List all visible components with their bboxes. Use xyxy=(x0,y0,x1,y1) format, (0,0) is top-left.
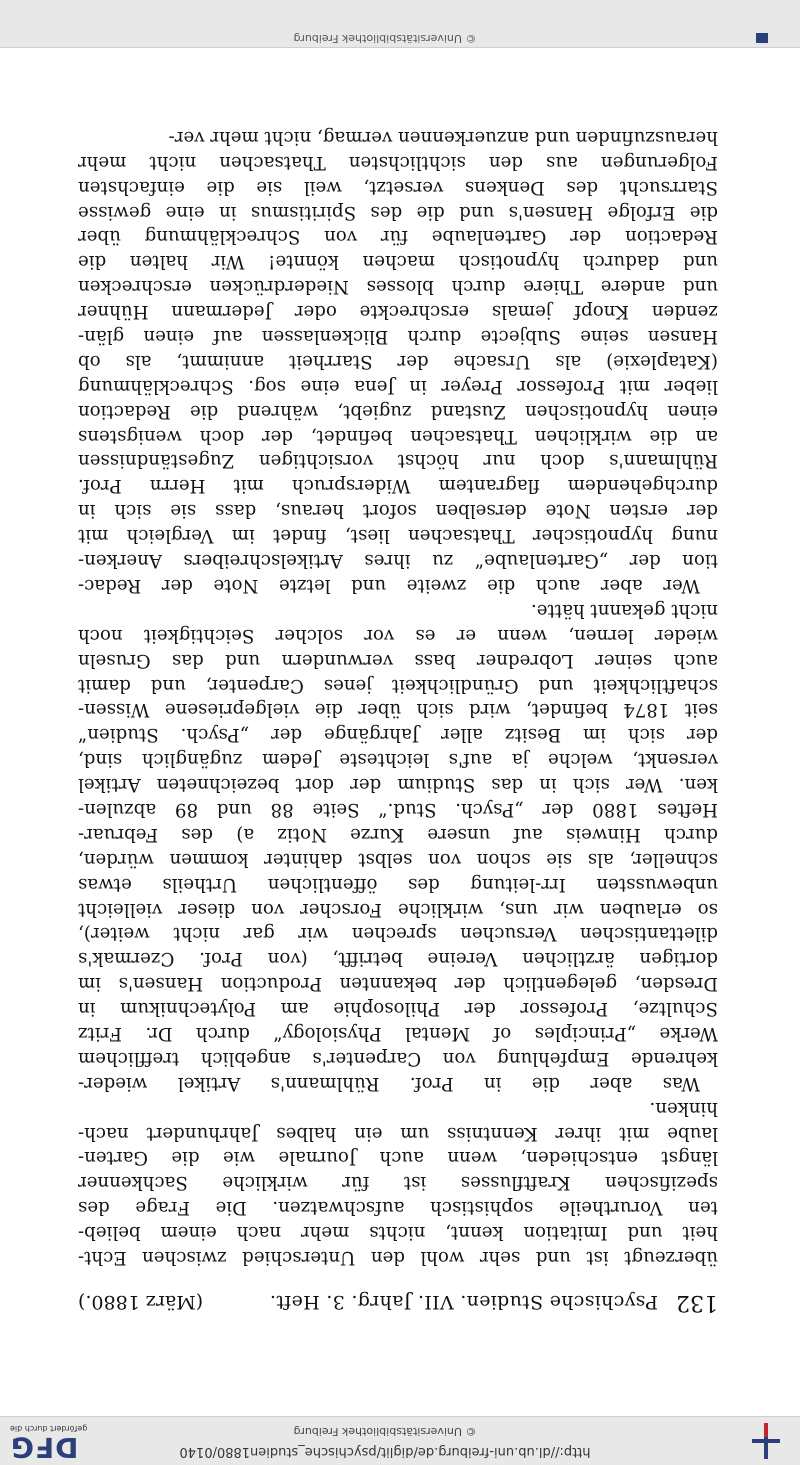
text-line: Redaction der Gartenlaube für von Schrecklähmung über xyxy=(78,226,718,248)
document-url[interactable]: http://dl.ub.uni-freiburg.de/diglit/psychische_studien1880/0140 xyxy=(179,1444,591,1459)
dfg-logo xyxy=(10,1421,102,1464)
text-line: (Kataplexie) als Ursache der Starrheit annimmt, als ob xyxy=(78,350,718,372)
text-line: versenkt, welche ja auf's leichteste Jedem zugänglich sind, xyxy=(78,749,718,771)
footer-logo-icon xyxy=(756,33,768,43)
text-line: Schultze, Professor der Philosophie am Polytechnikum in xyxy=(78,998,718,1020)
text-line: überzeugt ist und sehr wohl den Unterschied zwischen Echt- xyxy=(78,1247,718,1268)
text-line: durch Hinweis auf unsere Kurze Notiz a) des Februar- xyxy=(78,823,718,845)
text-line: schaftlichkeit und Gründlichkeit jenes Carpenter, und damit xyxy=(78,674,718,696)
text-line: längst entschieden, wenn auch Journale wie die Garten- xyxy=(78,1147,718,1169)
text-line: nicht gekannt hätte. xyxy=(530,599,718,621)
text-line: einen hypnotischen Zustand zugiebt, während die Redaction xyxy=(78,400,718,422)
text-line: Hansen seine Subjecte durch Blickenlassen auf einen glän- xyxy=(78,326,718,348)
text-line: der ersten Note derselben sofort heraus, dass sie sich in xyxy=(78,500,718,522)
text-line: die Erfolge Hansen's und die des Spiritismus in eine gewisse xyxy=(78,201,718,223)
text-line: heit und Imitation kennt, nichts mehr nach einem belieb- xyxy=(78,1222,718,1244)
text-line: der sich im Besitz aller Jahrgänge der „Psych. Studien“ xyxy=(78,724,718,746)
text-line: Wer aber auch die zweite und letzte Note der Redac- xyxy=(78,574,700,596)
article-body xyxy=(78,124,718,1269)
text-line: kehrende Empfehlung von Carpenter's angeblich trefflichem xyxy=(78,1047,718,1069)
text-line: Heftes 1880 der „Psych. Stud.“ Seite 88 und 89 abzulen- xyxy=(78,798,718,820)
page-header xyxy=(78,1287,718,1315)
text-line: laube mit ihrer Kenntniss um ein halbes Jahrhundert nach- xyxy=(78,1122,718,1144)
viewer-header-bar xyxy=(0,1416,800,1465)
footer-copyright: © Universitätsbibliothek Freiburg xyxy=(293,32,477,45)
text-line: dortigen ärztlichen Vereine betrifft, (von Prof. Czermak's xyxy=(78,948,718,970)
text-line: so erlauben wir uns, wirkliche Forscher von dieser vielleicht xyxy=(78,898,718,920)
text-line: nung hypnotischer Thatsachen liest, findet im Vergleich mit xyxy=(78,525,718,547)
text-line: spezifischen Kraftflusses ist für wirkliche Sachkenner xyxy=(78,1172,718,1194)
text-line: unbewussten Irr-leitung des öffentlichen Urtheils etwas xyxy=(78,873,718,895)
text-line: und dadurch hypnotisch machen könnte! Wir halten die xyxy=(78,251,718,273)
text-line: an die wirklichen Thatsachen befindet, der doch wenigstens xyxy=(78,425,718,447)
text-line: Folgerungen aus den sichtlichsten Thatsachen nicht mehr xyxy=(78,151,718,173)
text-line: Was aber die in Prof. Rühlmann's Artikel wieder- xyxy=(78,1072,700,1094)
running-title: Psychische Studien. VII. Jahrg. 3. Heft. xyxy=(269,1291,658,1313)
text-line: seit 1874 befindet, wird sich über die vielgepriesene Wissen- xyxy=(78,699,718,721)
text-line: durchgehendem flagrantem Widerspruch mit Herrn Prof. xyxy=(78,475,718,497)
copyright-notice: © Universitätsbibliothek Freiburg xyxy=(293,1425,477,1438)
text-line: schneller, als sie schon von selbst dahinter kommen würden, xyxy=(78,848,718,870)
text-line: dilettantischen Versuchen sprechen wir gar nicht weiter), xyxy=(78,923,718,945)
text-line: ten Vorurtheile sophistisch aufschwatzen. Die Frage des xyxy=(78,1197,718,1219)
text-line: Dresden, gelegentlich der bekannten Production Hansen's im xyxy=(78,973,718,995)
text-line: Starrsucht des Denkens versetzt, weil sie die einfachsten xyxy=(78,176,718,198)
text-line: hinken. xyxy=(649,1097,718,1119)
text-line: tion der „Gartenlaube“ zu ihres Artikelschreibers Anerken- xyxy=(78,550,718,572)
text-line: und andere Thiere durch blosses Niederdrücken erschrecken xyxy=(78,276,718,298)
library-logo-icon xyxy=(746,1421,786,1461)
viewer-footer-bar xyxy=(0,0,800,48)
issue-date: (März 1880.) xyxy=(78,1291,204,1313)
text-line: wieder lernen, wenn er es vor solcher Seichtigkeit noch xyxy=(78,624,718,646)
text-line: zenden Knopf jemals erschreckte oder Jedermann Hühner xyxy=(78,301,718,323)
dfg-logo-text: DFG xyxy=(10,1431,79,1464)
text-line: Rühlmann's doch nur höchst vorsichtigen Zugeständnissen xyxy=(78,450,718,472)
text-line: lieber mit Professor Preyer in Jena eine sog. Schrecklähmung xyxy=(78,375,718,397)
text-line: Werke „Principles of Mental Physiology“ durch Dr. Fritz xyxy=(78,1022,718,1044)
text-line: herauszufinden und anzuerkennen vermag, nicht mehr ver- xyxy=(168,126,718,148)
page-number: 132 xyxy=(676,1290,718,1315)
dfg-logo-subtitle: gefördert durch die xyxy=(10,1424,88,1433)
text-line: ken. Wer sich in das Studium der dort bezeichneten Artikel xyxy=(78,774,718,796)
text-line: auch seiner Lobredner bass verwundern und das Gruseln xyxy=(78,649,718,671)
